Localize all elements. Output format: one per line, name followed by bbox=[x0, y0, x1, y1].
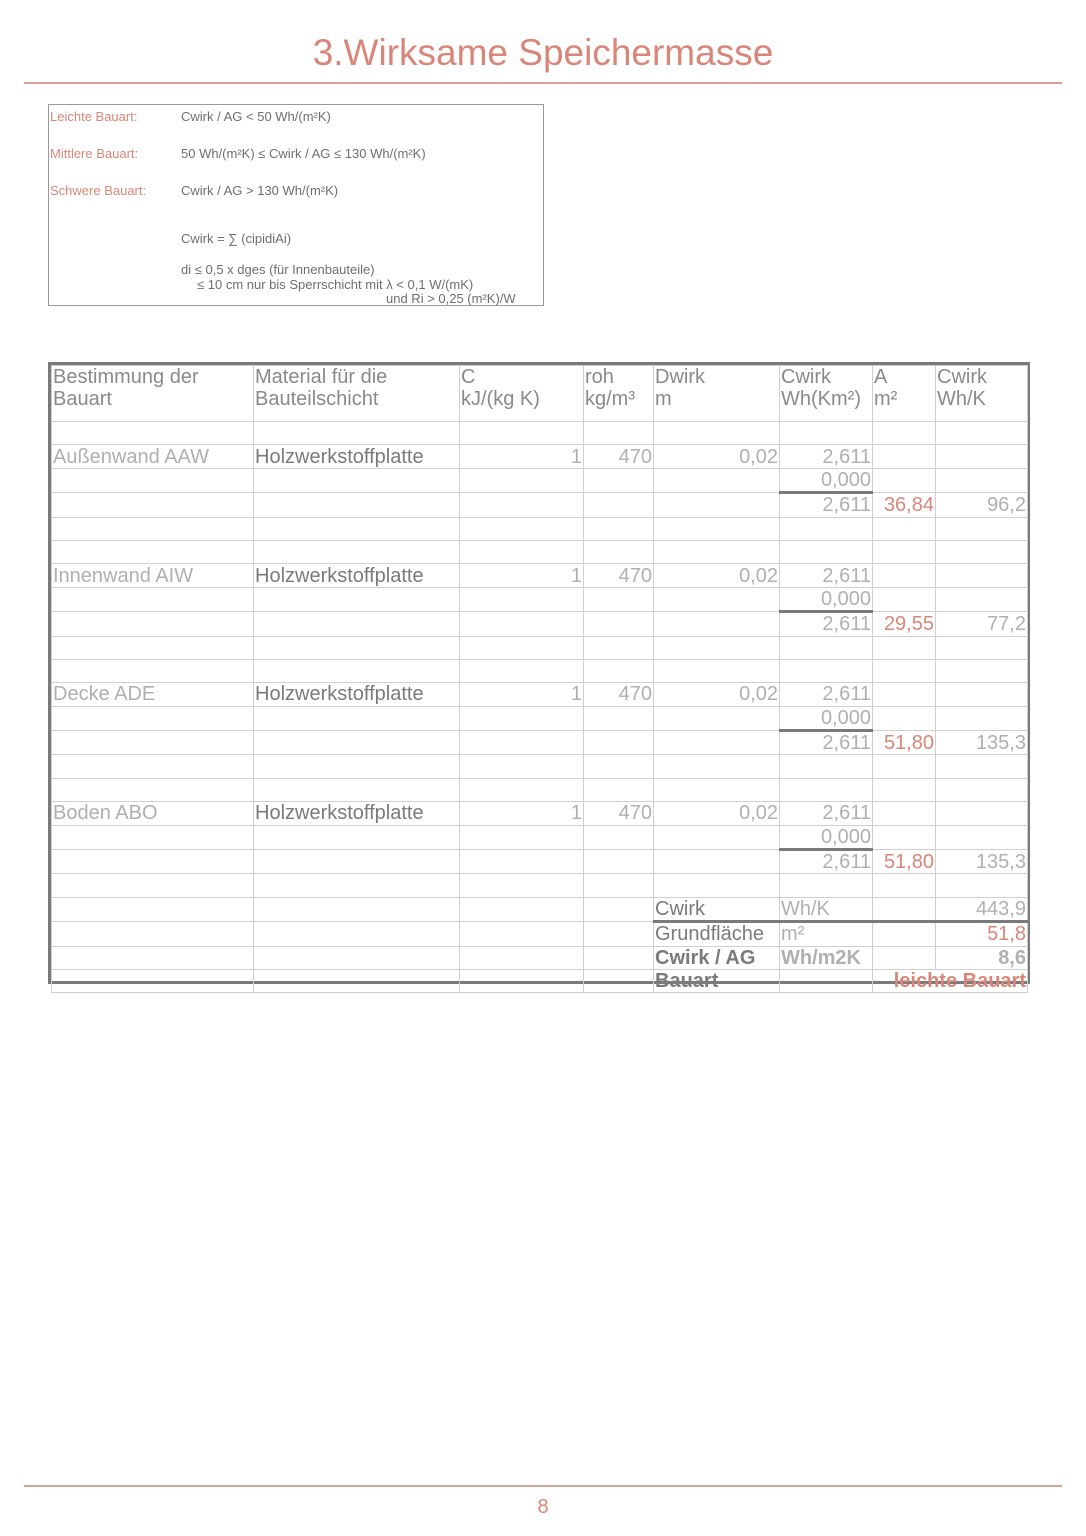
d-value: 0,02 bbox=[654, 564, 780, 587]
cwirk-sum: 2,611 bbox=[780, 493, 873, 517]
table-cell bbox=[873, 825, 936, 849]
table-cell bbox=[654, 755, 780, 778]
table-cell bbox=[873, 517, 936, 540]
table-cell bbox=[254, 422, 460, 445]
table-cell bbox=[936, 778, 1028, 801]
footer-rule bbox=[24, 1485, 1062, 1487]
table-cell bbox=[780, 540, 873, 563]
table-cell bbox=[584, 517, 654, 540]
summary-grund-unit: m² bbox=[780, 922, 873, 946]
table-row bbox=[52, 493, 1028, 517]
cwirk-value-2: 0,000 bbox=[780, 468, 873, 492]
cwirk-value-2: 0,000 bbox=[780, 587, 873, 611]
table-cell bbox=[52, 659, 254, 682]
table-cell bbox=[460, 755, 584, 778]
page-title: 3.Wirksame Speichermasse bbox=[312, 32, 774, 73]
table-cell bbox=[654, 659, 780, 682]
table-cell bbox=[460, 969, 584, 992]
table-cell bbox=[936, 564, 1028, 587]
table-cell bbox=[254, 778, 460, 801]
table-cell bbox=[936, 659, 1028, 682]
table-cell bbox=[584, 969, 654, 992]
header-rule bbox=[24, 82, 1062, 84]
table-cell bbox=[584, 659, 654, 682]
table-cell bbox=[873, 802, 936, 825]
cwirk-value: 2,611 bbox=[780, 564, 873, 587]
cwirk-total: 96,2 bbox=[936, 493, 1028, 517]
table-cell bbox=[654, 422, 780, 445]
table-cell bbox=[52, 517, 254, 540]
d-value: 0,02 bbox=[654, 683, 780, 706]
table-cell bbox=[460, 612, 584, 636]
table-cell bbox=[654, 493, 780, 517]
component-name: Außenwand AAW bbox=[52, 445, 254, 468]
table-cell bbox=[780, 659, 873, 682]
table-cell bbox=[254, 636, 460, 659]
table-cell bbox=[254, 825, 460, 849]
table-row bbox=[52, 517, 1028, 540]
table-cell bbox=[460, 493, 584, 517]
table-row bbox=[52, 802, 1028, 825]
table-cell bbox=[873, 778, 936, 801]
table-cell bbox=[936, 706, 1028, 730]
table-cell bbox=[460, 517, 584, 540]
leicht-label: Leichte Bauart: bbox=[50, 109, 138, 124]
area-value: 29,55 bbox=[873, 612, 936, 636]
calculation-table bbox=[48, 362, 1030, 993]
table-row bbox=[52, 946, 1028, 969]
table-cell bbox=[654, 778, 780, 801]
table-row bbox=[52, 468, 1028, 492]
cwirk-sum: 2,611 bbox=[780, 850, 873, 874]
table-cell bbox=[52, 778, 254, 801]
page-number: 8 bbox=[537, 1496, 549, 1518]
table-cell bbox=[584, 493, 654, 517]
table-cell bbox=[460, 422, 584, 445]
table-cell bbox=[873, 897, 936, 921]
table-cell bbox=[254, 706, 460, 730]
table-cell bbox=[460, 587, 584, 611]
table-cell bbox=[52, 422, 254, 445]
table-cell bbox=[52, 636, 254, 659]
table-cell bbox=[52, 587, 254, 611]
table-cell bbox=[254, 922, 460, 946]
area-value: 36,84 bbox=[873, 493, 936, 517]
table-cell bbox=[52, 468, 254, 492]
table-cell bbox=[654, 731, 780, 755]
table-cell bbox=[936, 636, 1028, 659]
mittel-formula: 50 Wh/(m²K) ≤ Cwirk / AG ≤ 130 Wh/(m²K) bbox=[181, 146, 426, 161]
table-cell bbox=[584, 778, 654, 801]
table-row bbox=[52, 778, 1028, 801]
header-a: A m² bbox=[873, 366, 936, 422]
roh-value: 470 bbox=[584, 564, 654, 587]
table-cell bbox=[254, 540, 460, 563]
table-cell bbox=[254, 731, 460, 755]
table-cell bbox=[936, 874, 1028, 897]
table-cell bbox=[780, 969, 873, 992]
material-name: Holzwerkstoffplatte bbox=[254, 683, 460, 706]
table-cell bbox=[460, 468, 584, 492]
table-row bbox=[52, 445, 1028, 468]
table-cell bbox=[460, 946, 584, 969]
table-row bbox=[52, 922, 1028, 946]
table-cell bbox=[52, 922, 254, 946]
table-cell bbox=[780, 517, 873, 540]
condition-3: und Ri > 0,25 (m²K)/W bbox=[386, 291, 516, 306]
table-cell bbox=[254, 493, 460, 517]
table-cell bbox=[460, 897, 584, 921]
roh-value: 470 bbox=[584, 683, 654, 706]
summary-bauart-value: leichte Bauart bbox=[873, 969, 1028, 992]
table-cell bbox=[52, 850, 254, 874]
table-cell bbox=[654, 850, 780, 874]
schwer-label: Schwere Bauart: bbox=[50, 183, 147, 198]
c-value: 1 bbox=[460, 564, 584, 587]
table-cell bbox=[936, 517, 1028, 540]
table-cell bbox=[873, 755, 936, 778]
table-cell bbox=[654, 517, 780, 540]
summary-ratio-value: 8,6 bbox=[936, 946, 1028, 969]
table-row bbox=[52, 587, 1028, 611]
table-row bbox=[52, 564, 1028, 587]
condition-2: ≤ 10 cm nur bis Sperrschicht mit λ < 0,1 W/(mK) bbox=[197, 277, 474, 292]
summary-cwirk-unit: Wh/K bbox=[780, 897, 873, 921]
mittel-label: Mittlere Bauart: bbox=[50, 146, 139, 161]
table-cell bbox=[254, 468, 460, 492]
c-value: 1 bbox=[460, 445, 584, 468]
table-cell bbox=[584, 825, 654, 849]
table-cell bbox=[254, 946, 460, 969]
table-cell bbox=[584, 636, 654, 659]
area-value: 51,80 bbox=[873, 731, 936, 755]
summary-ratio-unit: Wh/m2K bbox=[780, 946, 873, 969]
table-cell bbox=[460, 874, 584, 897]
material-name: Holzwerkstoffplatte bbox=[254, 802, 460, 825]
table-cell bbox=[936, 802, 1028, 825]
header-bestimmung: Bestimmung der Bauart bbox=[52, 366, 254, 422]
table-cell bbox=[460, 540, 584, 563]
table-row bbox=[52, 612, 1028, 636]
cwirk-value: 2,611 bbox=[780, 683, 873, 706]
table-cell bbox=[254, 897, 460, 921]
header-roh: roh kg/m³ bbox=[584, 366, 654, 422]
table-cell bbox=[654, 587, 780, 611]
table-cell bbox=[936, 422, 1028, 445]
table-cell bbox=[873, 468, 936, 492]
table-cell bbox=[254, 659, 460, 682]
table-cell bbox=[584, 612, 654, 636]
table-cell bbox=[654, 825, 780, 849]
table-cell bbox=[254, 612, 460, 636]
table-cell bbox=[936, 587, 1028, 611]
cwirk-total: 77,2 bbox=[936, 612, 1028, 636]
table-cell bbox=[873, 874, 936, 897]
table-cell bbox=[584, 946, 654, 969]
table-row bbox=[52, 825, 1028, 849]
cwirk-value-2: 0,000 bbox=[780, 706, 873, 730]
table-cell bbox=[873, 659, 936, 682]
table-row bbox=[52, 731, 1028, 755]
cwirk-value-2: 0,000 bbox=[780, 825, 873, 849]
cwirk-total: 135,3 bbox=[936, 850, 1028, 874]
table-cell bbox=[780, 755, 873, 778]
table-row bbox=[52, 969, 1028, 992]
table-cell bbox=[936, 445, 1028, 468]
table-row bbox=[52, 636, 1028, 659]
area-value: 51,80 bbox=[873, 850, 936, 874]
table-cell bbox=[873, 445, 936, 468]
table-cell bbox=[654, 706, 780, 730]
table-cell bbox=[584, 850, 654, 874]
header-c: C kJ/(kg K) bbox=[460, 366, 584, 422]
table-cell bbox=[936, 683, 1028, 706]
table-cell bbox=[654, 874, 780, 897]
c-value: 1 bbox=[460, 683, 584, 706]
table-cell bbox=[584, 468, 654, 492]
summary-bauart-label: Bauart bbox=[654, 969, 780, 992]
definition-box bbox=[48, 104, 544, 306]
table-cell bbox=[873, 422, 936, 445]
summary-cwirk-label: Cwirk bbox=[654, 897, 780, 921]
table-cell bbox=[52, 731, 254, 755]
table-cell bbox=[780, 874, 873, 897]
table-cell bbox=[936, 540, 1028, 563]
table-cell bbox=[460, 922, 584, 946]
component-name: Decke ADE bbox=[52, 683, 254, 706]
table-cell bbox=[584, 897, 654, 921]
table-row bbox=[52, 850, 1028, 874]
table-cell bbox=[254, 755, 460, 778]
table-cell bbox=[584, 922, 654, 946]
header-d: Dwirk m bbox=[654, 366, 780, 422]
table-cell bbox=[584, 731, 654, 755]
table-cell bbox=[52, 946, 254, 969]
schwer-formula: Cwirk / AG > 130 Wh/(m²K) bbox=[181, 183, 339, 198]
table-row bbox=[52, 755, 1028, 778]
table-cell bbox=[52, 874, 254, 897]
table-cell bbox=[936, 755, 1028, 778]
component-name: Boden ABO bbox=[52, 802, 254, 825]
table-cell bbox=[460, 659, 584, 682]
table-cell bbox=[52, 755, 254, 778]
leicht-formula: Cwirk / AG < 50 Wh/(m²K) bbox=[181, 109, 331, 124]
table-cell bbox=[460, 825, 584, 849]
table-cell bbox=[460, 731, 584, 755]
condition-1: di ≤ 0,5 x dges (für Innenbauteile) bbox=[181, 262, 375, 277]
table-cell bbox=[936, 468, 1028, 492]
table-row bbox=[52, 659, 1028, 682]
sum-formula: Cwirk = ∑ (cipidiAi) bbox=[181, 231, 292, 246]
table-cell bbox=[460, 778, 584, 801]
summary-grund-label: Grundfläche bbox=[654, 922, 780, 946]
cwirk-total: 135,3 bbox=[936, 731, 1028, 755]
table-cell bbox=[654, 540, 780, 563]
d-value: 0,02 bbox=[654, 445, 780, 468]
table-cell bbox=[460, 636, 584, 659]
table-row bbox=[52, 874, 1028, 897]
cwirk-sum: 2,611 bbox=[780, 731, 873, 755]
header-cwirk: Cwirk Wh(Km²) bbox=[780, 366, 873, 422]
table-row bbox=[52, 540, 1028, 563]
table-cell bbox=[584, 587, 654, 611]
table-cell bbox=[52, 493, 254, 517]
table-cell bbox=[52, 969, 254, 992]
material-name: Holzwerkstoffplatte bbox=[254, 445, 460, 468]
table-cell bbox=[460, 850, 584, 874]
table-cell bbox=[52, 706, 254, 730]
table-cell bbox=[873, 946, 936, 969]
c-value: 1 bbox=[460, 802, 584, 825]
cwirk-value: 2,611 bbox=[780, 802, 873, 825]
table-row bbox=[52, 706, 1028, 730]
table-cell bbox=[780, 778, 873, 801]
table-cell bbox=[254, 587, 460, 611]
table-cell bbox=[654, 636, 780, 659]
material-name: Holzwerkstoffplatte bbox=[254, 564, 460, 587]
table-cell bbox=[873, 683, 936, 706]
summary-ratio-label: Cwirk / AG bbox=[654, 946, 780, 969]
table-cell bbox=[254, 874, 460, 897]
table-cell bbox=[584, 422, 654, 445]
table-cell bbox=[873, 564, 936, 587]
table-cell bbox=[873, 636, 936, 659]
d-value: 0,02 bbox=[654, 802, 780, 825]
table-cell bbox=[584, 706, 654, 730]
table-cell bbox=[460, 706, 584, 730]
roh-value: 470 bbox=[584, 802, 654, 825]
summary-grund-value: 51,8 bbox=[936, 922, 1028, 946]
table-row bbox=[52, 683, 1028, 706]
roh-value: 470 bbox=[584, 445, 654, 468]
table-cell bbox=[654, 468, 780, 492]
table-cell bbox=[254, 969, 460, 992]
cwirk-sum: 2,611 bbox=[780, 612, 873, 636]
table-cell bbox=[873, 587, 936, 611]
table-cell bbox=[936, 825, 1028, 849]
table-cell bbox=[254, 517, 460, 540]
summary-cwirk-value: 443,9 bbox=[936, 897, 1028, 921]
table-cell bbox=[780, 422, 873, 445]
table-cell bbox=[254, 850, 460, 874]
table-cell bbox=[52, 897, 254, 921]
cwirk-value: 2,611 bbox=[780, 445, 873, 468]
table-cell bbox=[52, 540, 254, 563]
table-row bbox=[52, 422, 1028, 445]
table-cell bbox=[584, 755, 654, 778]
summary-grund-spacer bbox=[873, 922, 936, 946]
component-name: Innenwand AIW bbox=[52, 564, 254, 587]
table-cell bbox=[873, 706, 936, 730]
table-cell bbox=[654, 612, 780, 636]
table-cell bbox=[52, 612, 254, 636]
table-cell bbox=[584, 540, 654, 563]
header-material: Material für die Bauteilschicht bbox=[254, 366, 460, 422]
header-row bbox=[52, 366, 1028, 422]
table-row bbox=[52, 897, 1028, 921]
table-cell bbox=[52, 825, 254, 849]
header-cwirk-total: Cwirk Wh/K bbox=[936, 366, 1028, 422]
table-cell bbox=[584, 874, 654, 897]
table-cell bbox=[873, 540, 936, 563]
table-cell bbox=[780, 636, 873, 659]
